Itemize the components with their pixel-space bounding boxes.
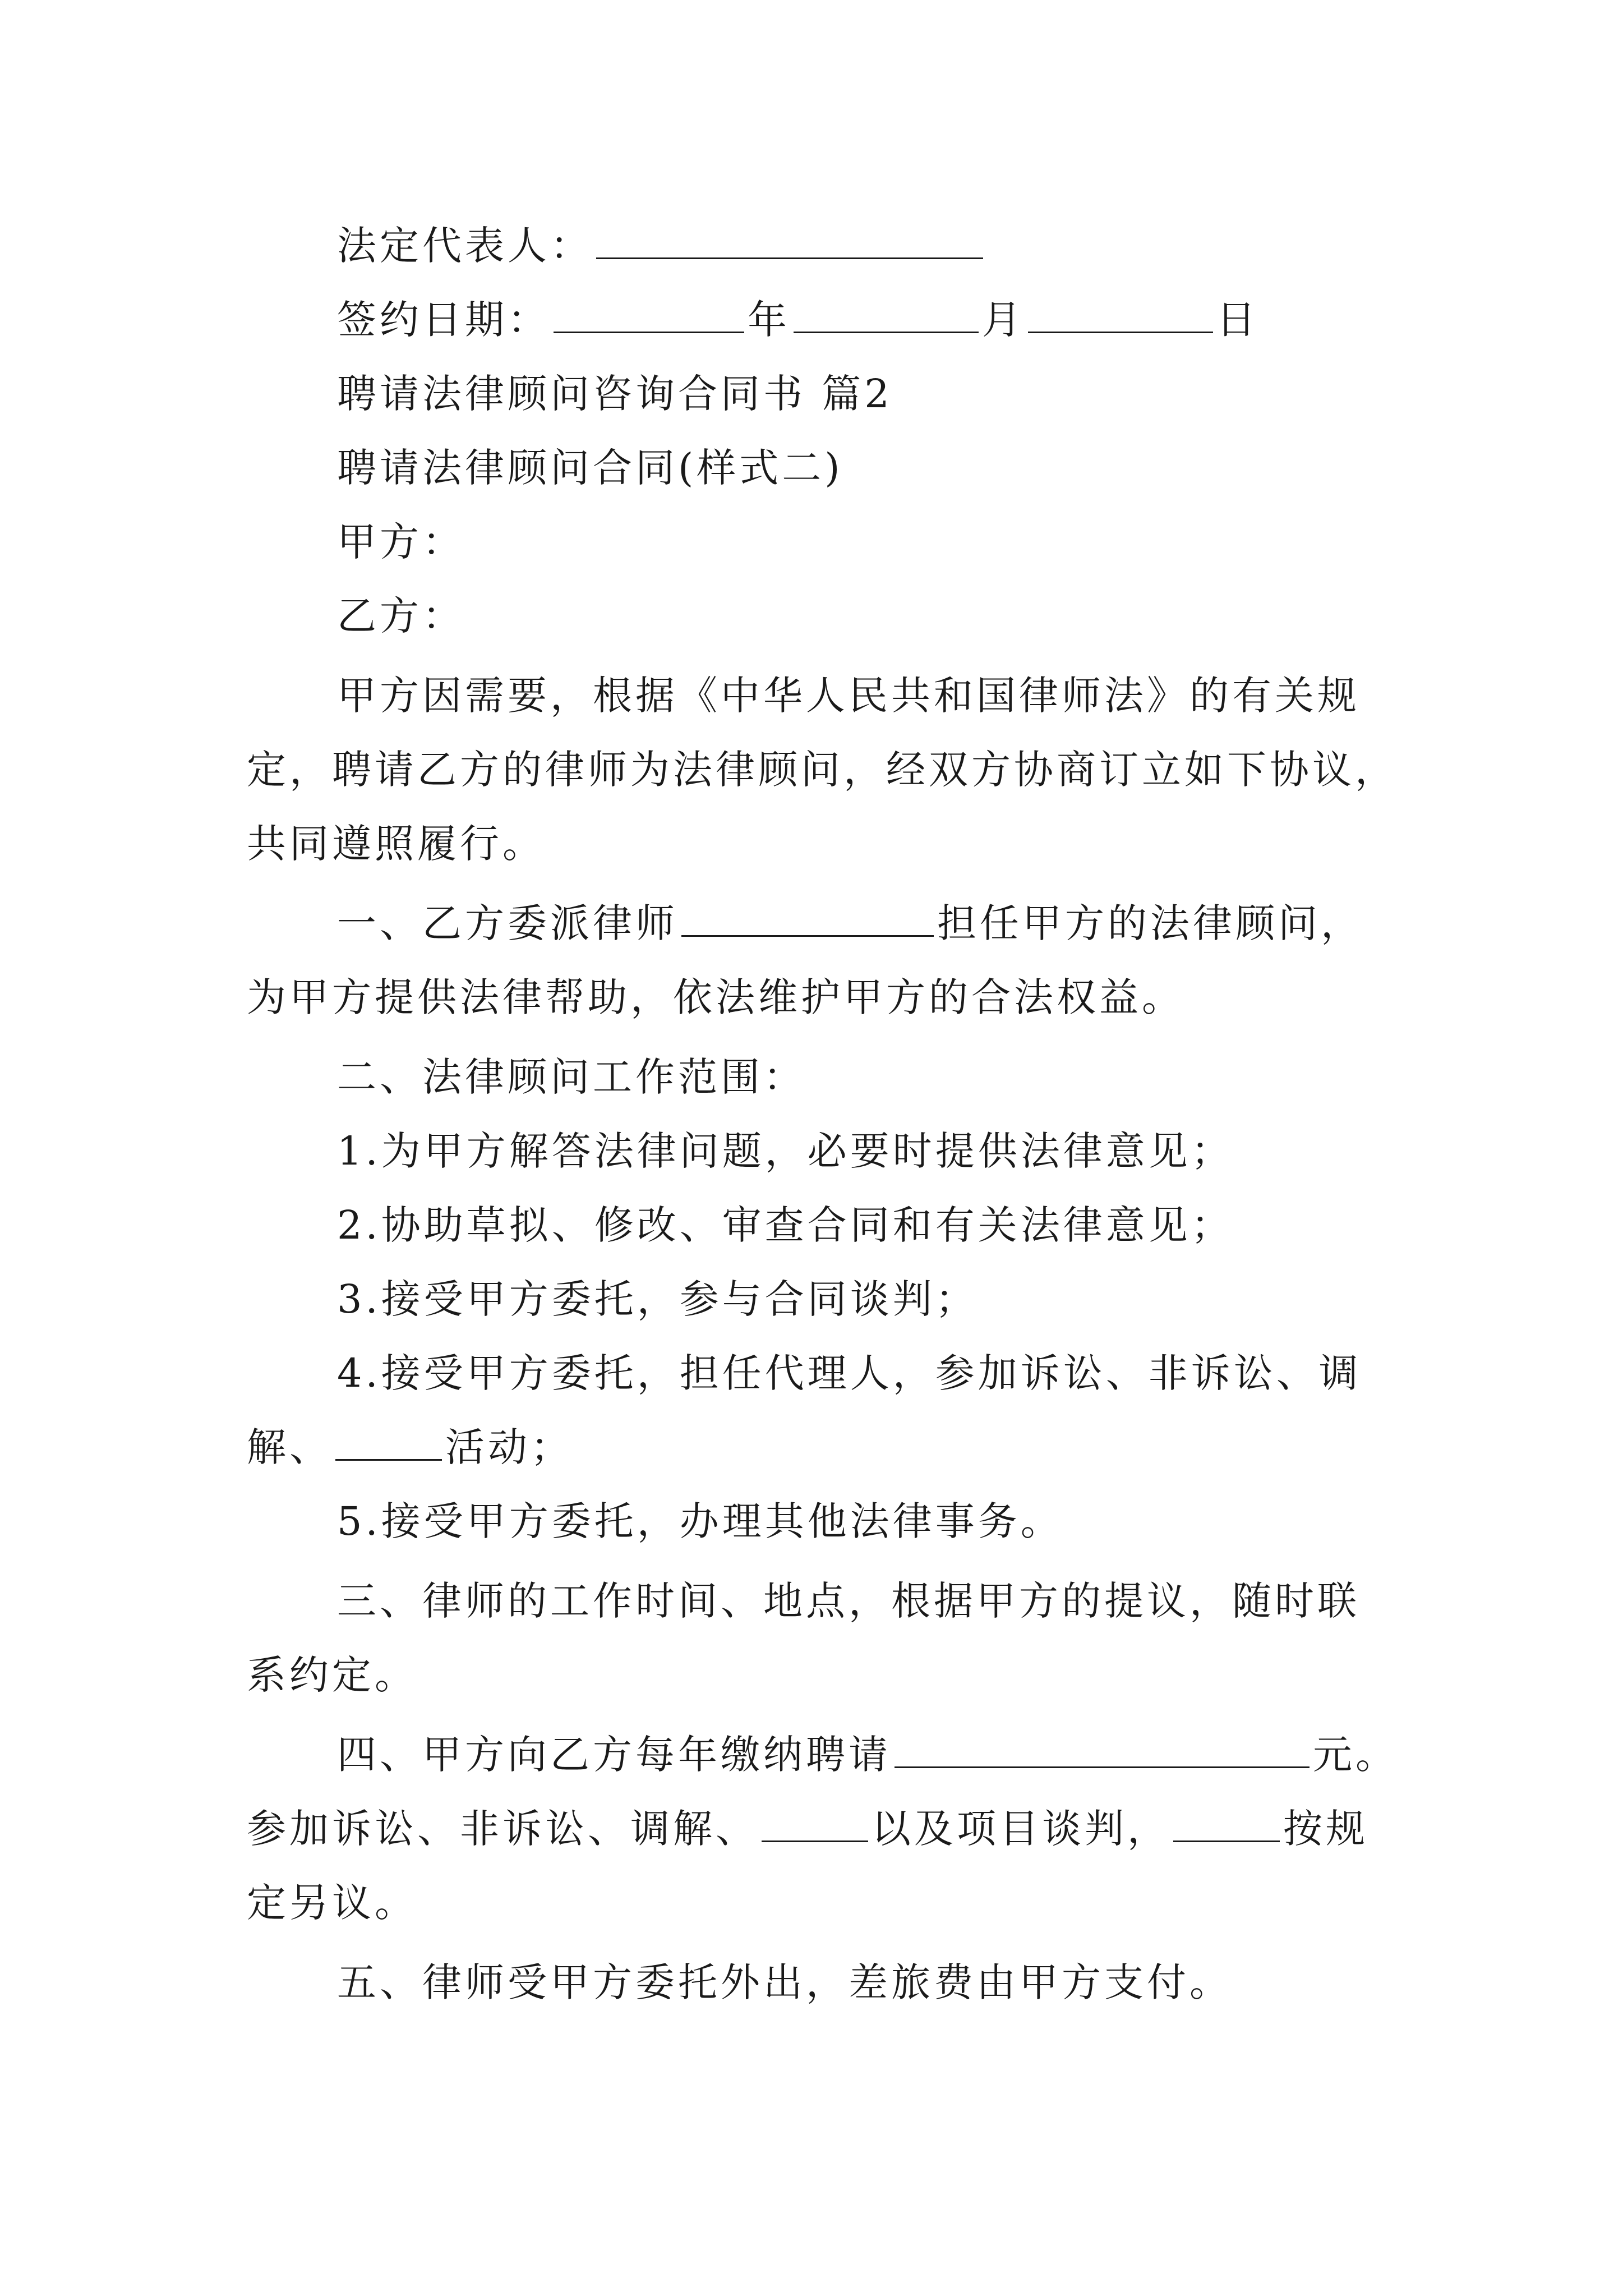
list-item-text-end: 活动； [445, 1424, 573, 1470]
clause-5-line: 五、律师受甲方委托外出，差旅费由甲方支付。 [337, 1959, 1232, 2005]
paragraph-line: 定，聘请乙方的律师为法律顾问，经双方协商订立如下协议， [247, 747, 1398, 793]
section-heading: 聘请法律顾问咨询合同书 篇2 [337, 371, 893, 417]
list-item: 3.接受甲方委托，参与合同谈判； [337, 1276, 978, 1322]
year-label: 年 [748, 297, 790, 343]
clause-4-line [337, 1727, 1398, 1783]
clause-1-line [337, 895, 1363, 951]
clause-4-text: 四、甲方向乙方每年缴纳聘请 [337, 1732, 891, 1778]
paragraph-line: 为甲方提供法律帮助，依法维护甲方的合法权益。 [247, 974, 1184, 1020]
paragraph-line: 共同遵照履行。 [247, 821, 545, 867]
clause-2-heading: 二、法律顾问工作范围： [337, 1054, 806, 1100]
lawyer-name-blank [681, 900, 934, 937]
clause-4-cont-text-mid: 以及项目谈判， [872, 1806, 1170, 1852]
legal-representative-line [337, 218, 986, 274]
contract-title: 聘请法律顾问合同(样式二) [337, 445, 843, 491]
month-blank [794, 297, 979, 333]
annual-fee-blank [895, 1732, 1310, 1768]
party-b-line: 乙方： [337, 593, 465, 639]
list-item-text: 解、 [247, 1424, 332, 1470]
clause-1-text-end: 担任甲方的法律顾问， [937, 900, 1363, 946]
clause-4-cont-text-end: 按规 [1283, 1806, 1368, 1852]
legal-representative-label: 法定代表人： [337, 223, 593, 269]
day-label: 日 [1216, 297, 1259, 343]
year-blank [554, 297, 744, 333]
party-a-line: 甲方： [337, 519, 465, 565]
paragraph-line: 甲方因需要，根据《中华人民共和国律师法》的有关规 [337, 673, 1360, 719]
clause-4-continuation [247, 1801, 1368, 1857]
list-item: 5.接受甲方委托，办理其他法律事务。 [337, 1498, 1063, 1544]
list-item: 2.协助草拟、修改、审查合同和有关法律意见； [337, 1202, 1234, 1248]
clause-4-text-end: 元。 [1313, 1732, 1398, 1778]
legal-representative-blank [596, 223, 983, 259]
other-activity-blank [762, 1806, 868, 1842]
signing-date-line [337, 292, 1259, 348]
clause-1-text: 一、乙方委派律师 [337, 900, 678, 946]
paragraph-line: 定另议。 [247, 1880, 417, 1926]
month-label: 月 [982, 297, 1025, 343]
list-item: 4.接受甲方委托，担任代理人，参加诉讼、非诉讼、调 [337, 1350, 1362, 1396]
clause-4-cont-text: 参加诉讼、非诉讼、调解、 [247, 1806, 758, 1852]
activity-blank [335, 1424, 442, 1461]
signing-date-label: 签约日期： [337, 297, 550, 343]
clause-3-line: 三、律师的工作时间、地点，根据甲方的提议，随时联 [337, 1578, 1360, 1624]
day-blank [1028, 297, 1213, 333]
list-item-continuation [247, 1419, 573, 1475]
list-item: 1.为甲方解答法律问题，必要时提供法律意见； [337, 1128, 1234, 1174]
fee-blank [1173, 1806, 1280, 1842]
paragraph-line: 系约定。 [247, 1652, 417, 1698]
